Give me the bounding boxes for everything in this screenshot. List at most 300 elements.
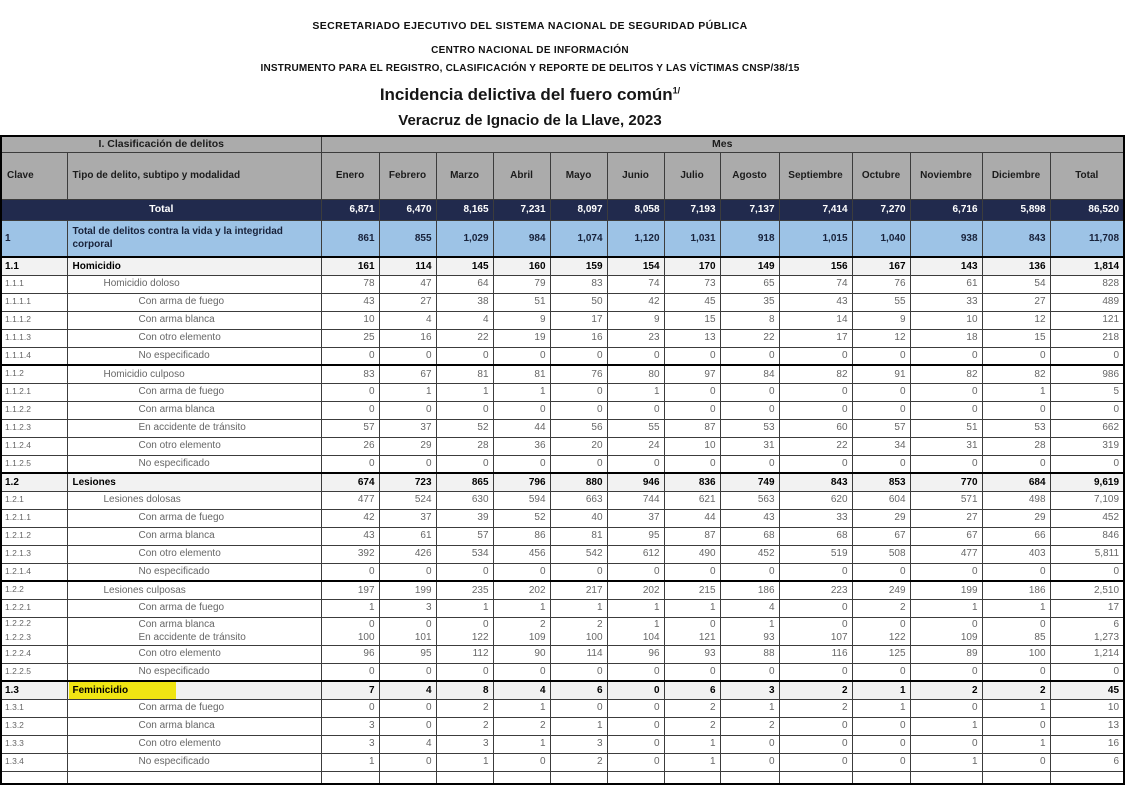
- value-cell: 0: [436, 663, 493, 681]
- value-cell: 57: [436, 527, 493, 545]
- value-cell: 52: [436, 419, 493, 437]
- report-title-text: Incidencia delictiva del fuero común: [379, 85, 673, 104]
- value-cell: 4: [379, 735, 436, 753]
- row-label: En accidente de tránsito: [67, 419, 321, 437]
- value-cell: 44: [664, 509, 720, 527]
- partial-row: [1, 771, 1124, 784]
- value-cell: 7: [321, 681, 379, 699]
- value-cell: 24: [607, 437, 664, 455]
- value-cell: 96: [607, 645, 664, 663]
- value-cell: 452: [1050, 509, 1124, 527]
- row-label: Con arma de fuego: [67, 293, 321, 311]
- value-cell: 3: [379, 599, 436, 617]
- table-row: [1, 473, 1124, 491]
- value-cell: 112: [436, 645, 493, 663]
- value-cell: [982, 771, 1050, 784]
- value-cell: 1: [982, 735, 1050, 753]
- table-row: [1, 347, 1124, 365]
- value-cell: 392: [321, 545, 379, 563]
- value-cell: 2,510: [1050, 581, 1124, 599]
- value-cell: 7,137: [720, 199, 779, 220]
- value-cell: 86,520: [1050, 199, 1124, 220]
- value-cell: 571: [910, 491, 982, 509]
- value-cell: 1: [720, 617, 779, 631]
- value-cell: 0: [550, 455, 607, 473]
- value-cell: 2: [982, 681, 1050, 699]
- value-cell: 28: [982, 437, 1050, 455]
- value-cell: 0: [493, 753, 550, 771]
- value-cell: 0: [720, 563, 779, 581]
- value-cell: 86: [493, 527, 550, 545]
- value-cell: 0: [321, 699, 379, 717]
- value-cell: 0: [1050, 663, 1124, 681]
- value-cell: 100: [550, 631, 607, 645]
- value-cell: 87: [664, 419, 720, 437]
- table-row: [1, 599, 1124, 617]
- table-row: [1, 257, 1124, 275]
- value-cell: 11,708: [1050, 220, 1124, 257]
- value-cell: 91: [852, 365, 910, 383]
- value-cell: 946: [607, 473, 664, 491]
- value-cell: 51: [493, 293, 550, 311]
- value-cell: 107: [779, 631, 852, 645]
- value-cell: 85: [982, 631, 1050, 645]
- value-cell: 4: [379, 311, 436, 329]
- value-cell: 37: [379, 509, 436, 527]
- value-cell: 6,716: [910, 199, 982, 220]
- value-cell: 27: [982, 293, 1050, 311]
- row-clave: 1.2.1: [1, 491, 67, 509]
- value-cell: 202: [493, 581, 550, 599]
- value-cell: 1: [550, 717, 607, 735]
- value-cell: 0: [607, 401, 664, 419]
- value-cell: 0: [779, 617, 852, 631]
- value-cell: 0: [550, 563, 607, 581]
- value-cell: 1: [664, 599, 720, 617]
- value-cell: 1,214: [1050, 645, 1124, 663]
- value-cell: 97: [664, 365, 720, 383]
- value-cell: 199: [910, 581, 982, 599]
- value-cell: 1,040: [852, 220, 910, 257]
- value-cell: 9: [852, 311, 910, 329]
- column-header-row: [1, 152, 1124, 199]
- value-cell: 0: [436, 401, 493, 419]
- value-cell: 3: [720, 681, 779, 699]
- month-group-header: Mes: [321, 136, 1124, 152]
- value-cell: 0: [379, 663, 436, 681]
- value-cell: 42: [607, 293, 664, 311]
- value-cell: 61: [910, 275, 982, 293]
- row-label: Con otro elemento: [67, 735, 321, 753]
- value-cell: 0: [436, 617, 493, 631]
- value-cell: 0: [720, 383, 779, 401]
- value-cell: 45: [664, 293, 720, 311]
- value-cell: 2: [779, 699, 852, 717]
- row-clave: 1.3.3: [1, 735, 67, 753]
- value-cell: 215: [664, 581, 720, 599]
- table-row: [1, 717, 1124, 735]
- value-cell: 42: [321, 509, 379, 527]
- value-cell: 50: [550, 293, 607, 311]
- value-cell: 0: [852, 401, 910, 419]
- value-cell: 0: [982, 717, 1050, 735]
- value-cell: 612: [607, 545, 664, 563]
- row-clave: 1.1: [1, 257, 67, 275]
- value-cell: 95: [607, 527, 664, 545]
- value-cell: 0: [910, 617, 982, 631]
- value-cell: 249: [852, 581, 910, 599]
- row-clave: 1.1.1.2: [1, 311, 67, 329]
- group-header-row: [1, 136, 1124, 152]
- value-cell: 2: [852, 599, 910, 617]
- value-cell: 45: [1050, 681, 1124, 699]
- value-cell: 855: [379, 220, 436, 257]
- value-cell: 0: [664, 401, 720, 419]
- value-cell: 39: [436, 509, 493, 527]
- col-header-tipo: Tipo de delito, subtipo y modalidad: [67, 152, 321, 199]
- value-cell: 1: [664, 753, 720, 771]
- value-cell: 60: [779, 419, 852, 437]
- row-label: En accidente de tránsito: [67, 631, 321, 645]
- value-cell: 17: [1050, 599, 1124, 617]
- value-cell: 918: [720, 220, 779, 257]
- value-cell: 490: [664, 545, 720, 563]
- row-clave: 1: [1, 220, 67, 257]
- footnote-ref: 1/: [672, 85, 681, 96]
- row-clave: 1.3: [1, 681, 67, 699]
- value-cell: 122: [436, 631, 493, 645]
- table-row: [1, 681, 1124, 699]
- value-cell: 34: [852, 437, 910, 455]
- value-cell: 16: [550, 329, 607, 347]
- value-cell: 1,015: [779, 220, 852, 257]
- value-cell: 1: [493, 383, 550, 401]
- value-cell: 53: [982, 419, 1050, 437]
- value-cell: 534: [436, 545, 493, 563]
- value-cell: 43: [321, 527, 379, 545]
- value-cell: 43: [779, 293, 852, 311]
- value-cell: [720, 771, 779, 784]
- row-clave: 1.2.2.5: [1, 663, 67, 681]
- value-cell: 0: [779, 753, 852, 771]
- value-cell: 101: [379, 631, 436, 645]
- value-cell: 0: [550, 347, 607, 365]
- value-cell: 0: [379, 455, 436, 473]
- table-row: [1, 383, 1124, 401]
- value-cell: 79: [493, 275, 550, 293]
- crime-table: [0, 135, 1125, 785]
- value-cell: 0: [550, 663, 607, 681]
- value-cell: 1: [607, 383, 664, 401]
- table-row: [1, 527, 1124, 545]
- value-cell: 0: [607, 347, 664, 365]
- value-cell: 36: [493, 437, 550, 455]
- value-cell: 76: [852, 275, 910, 293]
- value-cell: 10: [1050, 699, 1124, 717]
- value-cell: 843: [982, 220, 1050, 257]
- value-cell: 17: [550, 311, 607, 329]
- value-cell: 6,871: [321, 199, 379, 220]
- value-cell: 55: [852, 293, 910, 311]
- row-clave: 1.2.1.2: [1, 527, 67, 545]
- value-cell: 0: [321, 617, 379, 631]
- value-cell: 2: [664, 717, 720, 735]
- value-cell: 9: [607, 311, 664, 329]
- value-cell: 7,414: [779, 199, 852, 220]
- value-cell: 20: [550, 437, 607, 455]
- value-cell: 100: [321, 631, 379, 645]
- row-label: Total de delitos contra la vida y la integridad corporal: [67, 220, 321, 257]
- row-label: Con otro elemento: [67, 329, 321, 347]
- value-cell: 154: [607, 257, 664, 275]
- value-cell: 1: [550, 599, 607, 617]
- value-cell: 1: [607, 599, 664, 617]
- value-cell: 8,165: [436, 199, 493, 220]
- value-cell: 14: [779, 311, 852, 329]
- value-cell: 76: [550, 365, 607, 383]
- value-cell: 0: [607, 753, 664, 771]
- value-cell: 66: [982, 527, 1050, 545]
- row-clave: 1.2.2.3: [1, 631, 67, 645]
- value-cell: 843: [779, 473, 852, 491]
- table-row: [1, 365, 1124, 383]
- value-cell: 67: [379, 365, 436, 383]
- value-cell: 89: [910, 645, 982, 663]
- value-cell: 0: [436, 347, 493, 365]
- row-label: Homicidio doloso: [67, 275, 321, 293]
- value-cell: 121: [664, 631, 720, 645]
- value-cell: 456: [493, 545, 550, 563]
- value-cell: 0: [982, 753, 1050, 771]
- value-cell: 426: [379, 545, 436, 563]
- value-cell: 0: [910, 455, 982, 473]
- value-cell: 87: [664, 527, 720, 545]
- row-clave: 1.1.2.3: [1, 419, 67, 437]
- value-cell: 0: [321, 383, 379, 401]
- value-cell: [436, 771, 493, 784]
- value-cell: 6,470: [379, 199, 436, 220]
- value-cell: 0: [321, 347, 379, 365]
- value-cell: 44: [493, 419, 550, 437]
- value-cell: 452: [720, 545, 779, 563]
- value-cell: 0: [910, 663, 982, 681]
- col-header-total: Total: [1050, 152, 1124, 199]
- value-cell: 90: [493, 645, 550, 663]
- value-cell: 9: [493, 311, 550, 329]
- value-cell: 197: [321, 581, 379, 599]
- value-cell: 2: [493, 617, 550, 631]
- value-cell: 749: [720, 473, 779, 491]
- value-cell: 6: [1050, 617, 1124, 631]
- row-label: Homicidio culposo: [67, 365, 321, 383]
- value-cell: 65: [720, 275, 779, 293]
- table-row: [1, 419, 1124, 437]
- value-cell: 95: [379, 645, 436, 663]
- value-cell: 0: [910, 563, 982, 581]
- row-label: Con arma blanca: [67, 527, 321, 545]
- table-row: [1, 735, 1124, 753]
- value-cell: 0: [852, 617, 910, 631]
- instrument-title: INSTRUMENTO PARA EL REGISTRO, CLASIFICACIÓN Y REPORTE DE DELITOS Y LAS VÍCTIMAS CNSP/38/15: [260, 63, 800, 74]
- value-cell: 403: [982, 545, 1050, 563]
- value-cell: 0: [720, 401, 779, 419]
- value-cell: [493, 771, 550, 784]
- col-header-mayo: Mayo: [550, 152, 607, 199]
- value-cell: 15: [982, 329, 1050, 347]
- row-label: No especificado: [67, 347, 321, 365]
- value-cell: 10: [321, 311, 379, 329]
- value-cell: 0: [779, 717, 852, 735]
- table-row: [1, 631, 1124, 645]
- row-label: Con arma blanca: [67, 401, 321, 419]
- row-clave: 1.1.1: [1, 275, 67, 293]
- report-title: [0, 85, 1060, 105]
- value-cell: 73: [664, 275, 720, 293]
- value-cell: 0: [664, 617, 720, 631]
- value-cell: 122: [852, 631, 910, 645]
- value-cell: 0: [779, 735, 852, 753]
- value-cell: 7,109: [1050, 491, 1124, 509]
- row-clave: 1.1.1.3: [1, 329, 67, 347]
- value-cell: 1: [982, 599, 1050, 617]
- value-cell: 4: [379, 681, 436, 699]
- value-cell: 31: [910, 437, 982, 455]
- value-cell: 81: [493, 365, 550, 383]
- col-header-junio: Junio: [607, 152, 664, 199]
- value-cell: 114: [379, 257, 436, 275]
- row-clave: 1.3.4: [1, 753, 67, 771]
- value-cell: 8: [436, 681, 493, 699]
- value-cell: 0: [379, 717, 436, 735]
- row-label: [67, 771, 321, 784]
- value-cell: 0: [607, 681, 664, 699]
- table-row: [1, 663, 1124, 681]
- value-cell: 47: [379, 275, 436, 293]
- value-cell: [379, 771, 436, 784]
- value-cell: 1: [436, 383, 493, 401]
- value-cell: 0: [550, 383, 607, 401]
- value-cell: 223: [779, 581, 852, 599]
- value-cell: 0: [779, 563, 852, 581]
- value-cell: 0: [664, 455, 720, 473]
- value-cell: 0: [321, 563, 379, 581]
- value-cell: 54: [982, 275, 1050, 293]
- value-cell: 31: [720, 437, 779, 455]
- value-cell: 3: [436, 735, 493, 753]
- col-header-febrero: Febrero: [379, 152, 436, 199]
- value-cell: 159: [550, 257, 607, 275]
- value-cell: 984: [493, 220, 550, 257]
- col-header-noviembre: Noviembre: [910, 152, 982, 199]
- value-cell: 0: [982, 563, 1050, 581]
- value-cell: 4: [493, 681, 550, 699]
- row-clave: 1.2.2.1: [1, 599, 67, 617]
- table-row: [1, 275, 1124, 293]
- value-cell: 477: [321, 491, 379, 509]
- row-clave: 1.2: [1, 473, 67, 491]
- value-cell: 80: [607, 365, 664, 383]
- col-header-clave: Clave: [1, 152, 67, 199]
- value-cell: 56: [550, 419, 607, 437]
- value-cell: 53: [720, 419, 779, 437]
- table-row: [1, 545, 1124, 563]
- table-row: [1, 220, 1124, 257]
- value-cell: 170: [664, 257, 720, 275]
- col-header-abril: Abril: [493, 152, 550, 199]
- value-cell: 55: [607, 419, 664, 437]
- value-cell: 880: [550, 473, 607, 491]
- value-cell: 0: [910, 383, 982, 401]
- value-cell: 10: [664, 437, 720, 455]
- value-cell: 319: [1050, 437, 1124, 455]
- value-cell: 57: [321, 419, 379, 437]
- value-cell: 116: [779, 645, 852, 663]
- value-cell: 796: [493, 473, 550, 491]
- value-cell: [664, 771, 720, 784]
- value-cell: 13: [1050, 717, 1124, 735]
- value-cell: 13: [664, 329, 720, 347]
- value-cell: 16: [379, 329, 436, 347]
- report-subtitle: Veracruz de Ignacio de la Llave, 2023: [398, 112, 662, 129]
- value-cell: 853: [852, 473, 910, 491]
- value-cell: 0: [321, 401, 379, 419]
- value-cell: 0: [493, 563, 550, 581]
- row-clave: 1.2.1.1: [1, 509, 67, 527]
- row-label: Lesiones: [67, 473, 321, 491]
- value-cell: 1: [436, 599, 493, 617]
- value-cell: 0: [852, 717, 910, 735]
- row-label: No especificado: [67, 455, 321, 473]
- value-cell: 29: [379, 437, 436, 455]
- value-cell: [321, 771, 379, 784]
- value-cell: 630: [436, 491, 493, 509]
- value-cell: 4: [436, 311, 493, 329]
- value-cell: 0: [1050, 347, 1124, 365]
- value-cell: 0: [493, 663, 550, 681]
- value-cell: [607, 771, 664, 784]
- value-cell: 0: [321, 663, 379, 681]
- value-cell: 0: [720, 735, 779, 753]
- value-cell: 542: [550, 545, 607, 563]
- value-cell: 8,097: [550, 199, 607, 220]
- value-cell: 0: [982, 347, 1050, 365]
- value-cell: 27: [910, 509, 982, 527]
- table-row: [1, 509, 1124, 527]
- value-cell: 0: [779, 401, 852, 419]
- value-cell: 1: [379, 383, 436, 401]
- value-cell: 22: [779, 437, 852, 455]
- row-label: [67, 681, 321, 699]
- value-cell: 828: [1050, 275, 1124, 293]
- value-cell: 84: [720, 365, 779, 383]
- value-cell: 0: [493, 347, 550, 365]
- value-cell: 1: [910, 717, 982, 735]
- value-cell: 81: [436, 365, 493, 383]
- value-cell: 0: [720, 455, 779, 473]
- value-cell: 1,814: [1050, 257, 1124, 275]
- row-label: Con arma de fuego: [67, 509, 321, 527]
- value-cell: 0: [852, 383, 910, 401]
- value-cell: 0: [982, 663, 1050, 681]
- value-cell: 1: [321, 599, 379, 617]
- crime-table-body: [1, 199, 1124, 784]
- value-cell: 19: [493, 329, 550, 347]
- value-cell: 0: [910, 735, 982, 753]
- value-cell: 861: [321, 220, 379, 257]
- value-cell: 508: [852, 545, 910, 563]
- value-cell: 2: [436, 699, 493, 717]
- value-cell: 199: [379, 581, 436, 599]
